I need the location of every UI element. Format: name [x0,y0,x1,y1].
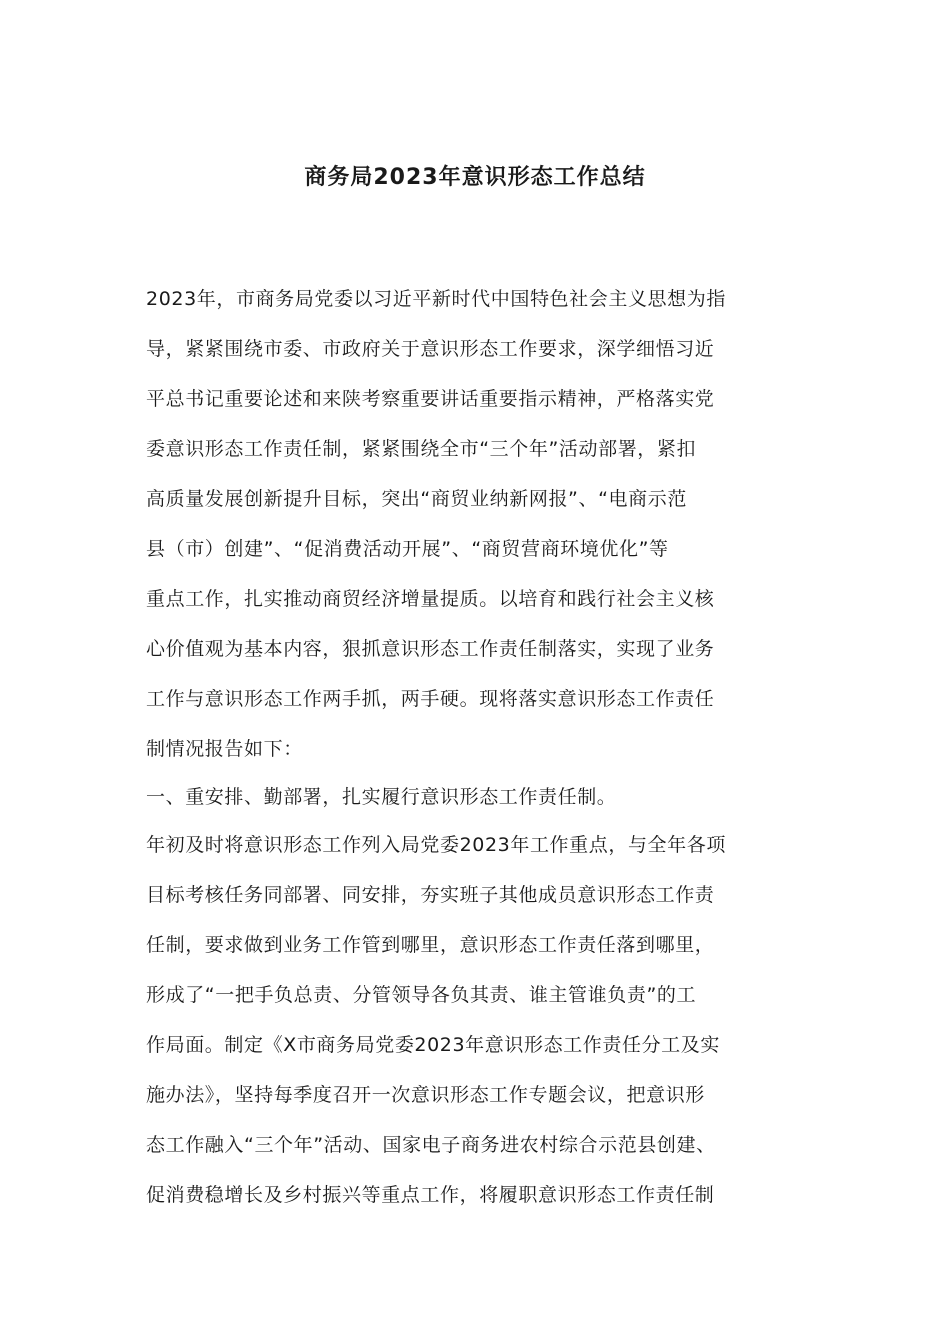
body-line: 县（市）创建”、“促消费活动开展”、“商贸营商环境优化”等 [146,538,669,560]
body-line: 形成了“一把手负总责、分管领导各负其责、谁主管谁负责”的工 [146,984,697,1006]
body-line: 高质量发展创新提升目标，突出“商贸业纳新网报”、“电商示范 [146,488,687,510]
body-line: 平总书记重要论述和来陕考察重要讲话重要指示精神，严格落实党 [146,388,715,410]
body-line: 制情况报告如下： [146,738,303,760]
body-line: 态工作融入“三个年”活动、国家电子商务进农村综合示范县创建、 [146,1134,716,1156]
body-line: 2023年，市商务局党委以习近平新时代中国特色社会主义思想为指 [146,288,726,310]
body-line: 导，紧紧围绕市委、市政府关于意识形态工作要求，深学细悟习近 [146,338,715,360]
document-title: 商务局2023年意识形态工作总结 [304,165,646,190]
body-line: 作局面。制定《X市商务局党委2023年意识形态工作责任分工及实 [146,1034,720,1056]
body-line: 重点工作，扎实推动商贸经济增量提质。以培育和践行社会主义核 [146,588,715,610]
section-heading: 一、重安排、勤部署，扎实履行意识形态工作责任制。 [146,786,617,808]
body-line: 任制，要求做到业务工作管到哪里，意识形态工作责任落到哪里， [146,934,715,956]
body-line: 目标考核任务同部署、同安排，夯实班子其他成员意识形态工作责 [146,884,715,906]
body-line: 年初及时将意识形态工作列入局党委2023年工作重点，与全年各项 [146,834,726,856]
body-line: 心价值观为基本内容，狠抓意识形态工作责任制落实，实现了业务 [146,638,715,660]
body-line: 工作与意识形态工作两手抓，两手硬。现将落实意识形态工作责任 [146,688,715,710]
body-line: 委意识形态工作责任制，紧紧围绕全市“三个年”活动部署，紧扣 [146,438,697,460]
body-line: 施办法》，坚持每季度召开一次意识形态工作专题会议，把意识形 [146,1084,705,1106]
body-line: 促消费稳增长及乡村振兴等重点工作，将履职意识形态工作责任制 [146,1184,715,1206]
